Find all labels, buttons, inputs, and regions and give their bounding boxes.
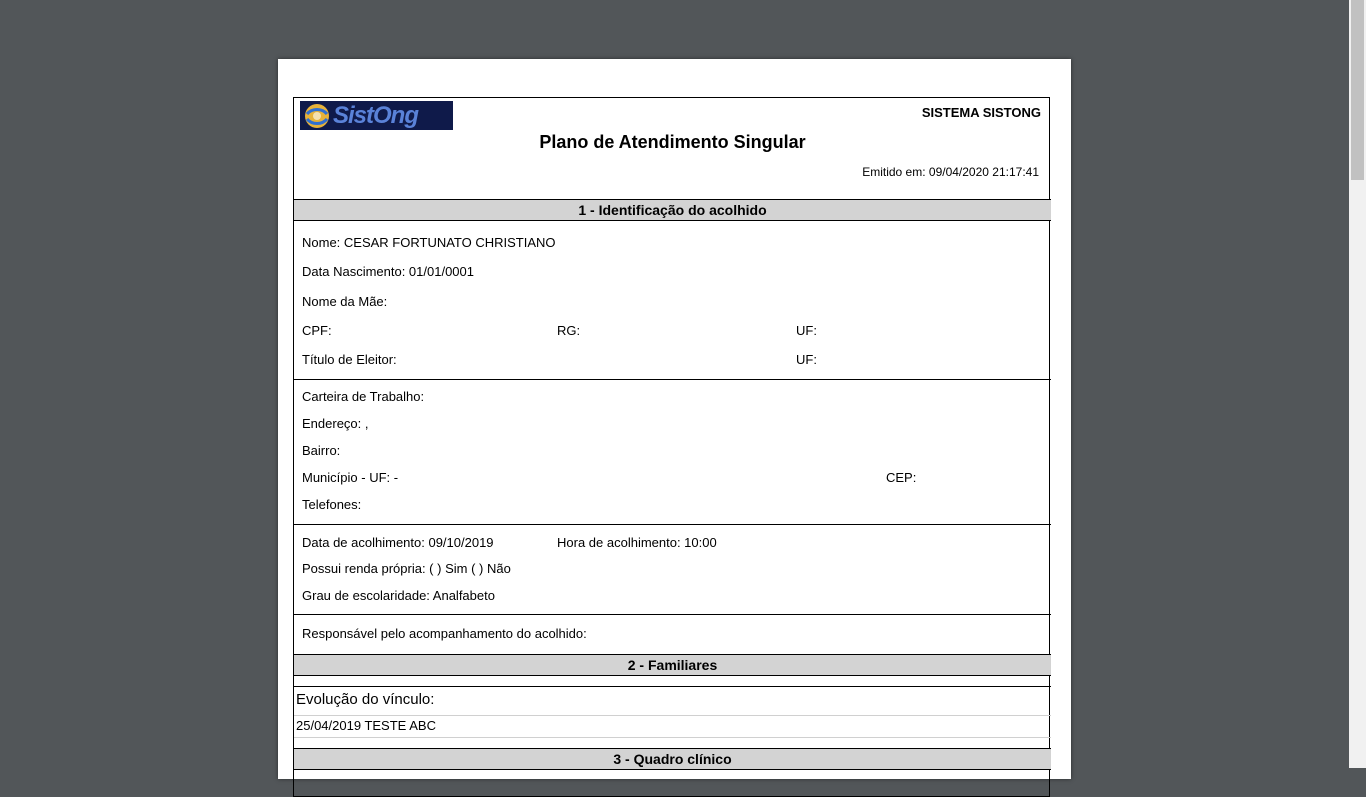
emitted-value: 09/04/2020 21:17:41 [928,165,1039,179]
field-evolucao-label: Evolução do vínculo: [296,691,435,708]
field-responsavel: Responsável pelo acompanhamento do acolhido: [302,626,587,641]
field-nome-mae: Nome da Mãe: [302,294,388,309]
field-hora-acolhimento: Hora de acolhimento: 10:00 [557,535,717,550]
field-escolaridade: Grau de escolaridade: Analfabeto [302,588,495,603]
divider [294,715,1051,716]
field-uf-titulo: UF: [796,352,817,367]
divider [294,614,1051,615]
field-nome: Nome: CESAR FORTUNATO CHRISTIANO [302,235,556,250]
section-1-header: 1 - Identificação do acolhido [294,199,1051,221]
field-rg: RG: [557,323,581,338]
scrollbar-thumb[interactable] [1351,0,1364,180]
field-municipio-uf: Município - UF: - [302,470,399,485]
section-2-header: 2 - Familiares [294,654,1051,676]
divider [294,737,1051,738]
report-page [278,59,1071,779]
field-titulo-eleitor: Título de Eleitor: [302,352,397,367]
field-cpf: CPF: [302,323,332,338]
field-carteira-trabalho: Carteira de Trabalho: [302,389,425,404]
section-3-header: 3 - Quadro clínico [294,748,1051,770]
field-endereco: Endereço: , [302,416,369,431]
divider [294,686,1051,687]
emitted-label: Emitido em: [862,165,926,179]
globe-icon [303,102,331,130]
document-title: Plano de Atendimento Singular [539,132,806,152]
field-telefones: Telefones: [302,497,362,512]
report-frame [293,97,1050,797]
field-bairro: Bairro: [302,443,341,458]
field-data-nascimento: Data Nascimento: 01/01/0001 [302,264,474,279]
divider [294,524,1051,525]
field-data-acolhimento: Data de acolhimento: 09/10/2019 [302,535,494,550]
system-title: SISTEMA SISTONG [921,105,1041,120]
field-renda-propria: Possui renda própria: ( ) Sim ( ) Não [302,561,511,576]
vertical-scrollbar[interactable] [1349,0,1366,768]
sistong-logo [300,101,453,130]
emitted-at [862,165,1039,179]
field-cep: CEP: [886,470,917,485]
divider [294,379,1051,380]
field-evolucao-entry: 25/04/2019 TESTE ABC [296,718,436,733]
field-uf-rg: UF: [796,323,817,338]
logo-wordmark: SistOng [333,102,419,129]
